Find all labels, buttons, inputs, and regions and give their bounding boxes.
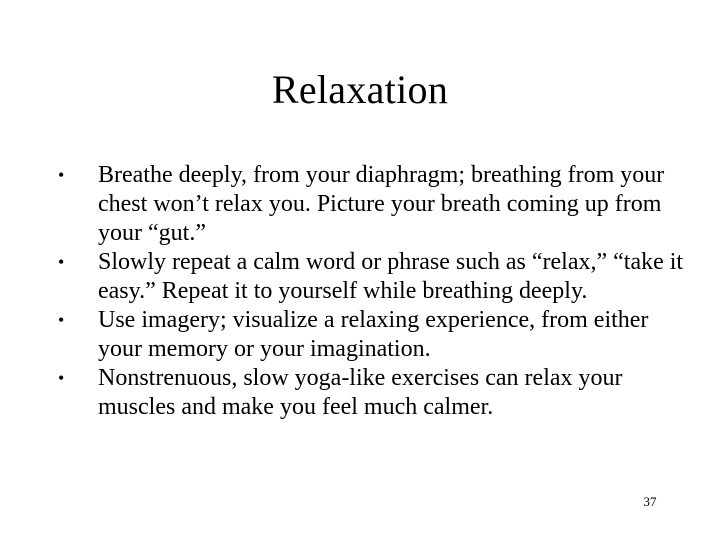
bullet-point-icon: • bbox=[58, 368, 65, 388]
bullet-text: Nonstrenuous, slow yoga-like exercises can relax your muscles and make you feel much calmer. bbox=[98, 365, 623, 420]
slide-title: Relaxation bbox=[271, 67, 449, 112]
bullet-text: Slowly repeat a calm word or phrase such as “relax,” “take it easy.” Repeat it to yourself while breathing deeply. bbox=[98, 249, 684, 304]
bullet-point-icon: • bbox=[58, 252, 65, 272]
bullet-item-repeat-word bbox=[56, 248, 696, 306]
bullet-item-yoga bbox=[56, 364, 696, 422]
bullet-item-imagery bbox=[56, 306, 696, 364]
slide-number: 37 bbox=[643, 494, 657, 509]
bullet-point-icon: • bbox=[58, 310, 65, 330]
bullet-item-breathe bbox=[56, 161, 696, 248]
bullet-text: Breathe deeply, from your diaphragm; breathing from your chest won’t relax you. Picture your breath coming up from your “gut.” bbox=[98, 162, 665, 246]
bullet-text: Use imagery; visualize a relaxing experience, from either your memory or your imagination. bbox=[98, 307, 649, 362]
bullet-point-icon: • bbox=[58, 165, 65, 185]
bullet-list bbox=[56, 161, 696, 422]
